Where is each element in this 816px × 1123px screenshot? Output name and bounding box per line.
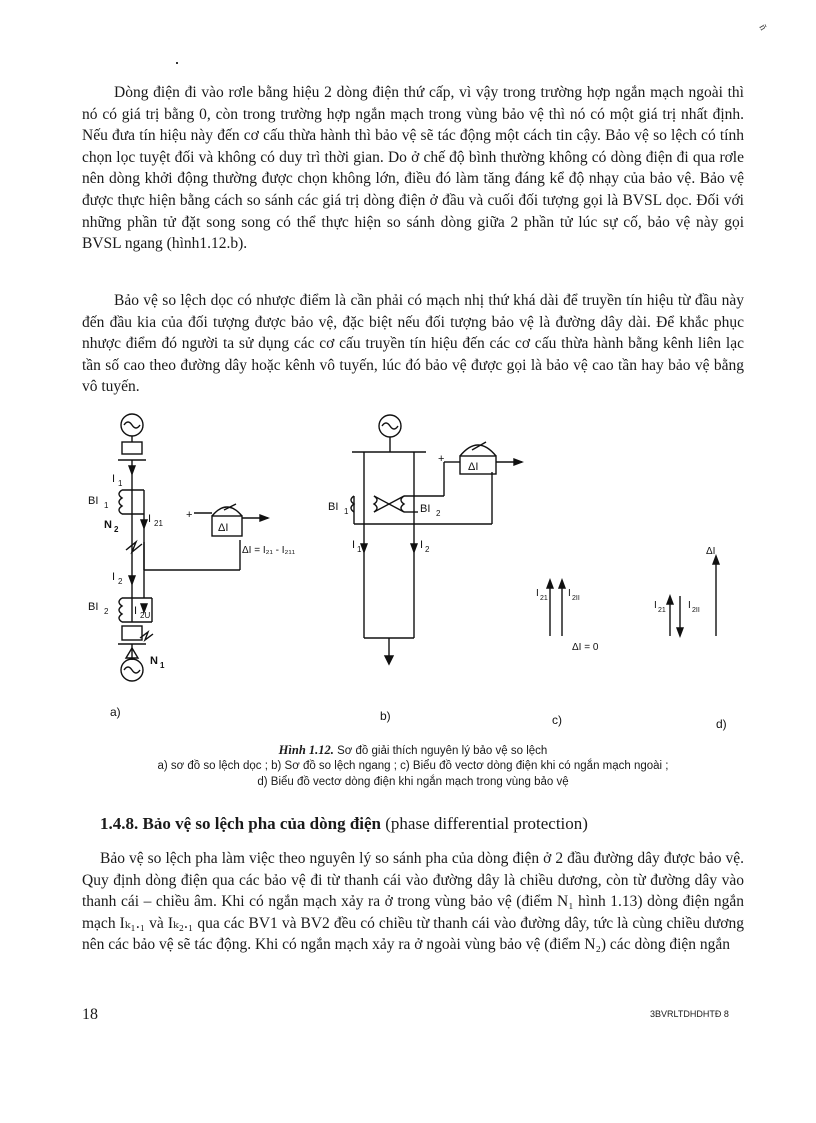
svg-text:2U: 2U	[140, 611, 151, 620]
caption-line-3: d) Biểu đồ vectơ dòng điện khi ngắn mạch trong vùng bảo vệ	[257, 776, 569, 788]
panel-label-c: c)	[552, 713, 562, 727]
paragraph-2: Bảo vệ so lệch dọc có nhược điểm là cần phải có mạch nhị thứ khá dài để truyền tín hiệu từ đầu này đến đầu kia của đối tượng được bảo vệ, đặc biệt nếu đối tượng bảo vệ là đường dây dài. Để khắc phục nhược điểm đó người ta sử dụng các cơ cấu truyền tín hiệu đến các cơ cấu thừa hành bằng kênh liên lạc tần số cao theo đường dây hoặc kênh vô tuyến, lúc đó bảo vệ được gọi là bảo vệ cao tần hay bảo vệ bằng vô tuyến.	[82, 292, 744, 396]
section-english: (phase differential protection)	[381, 814, 588, 833]
label-n1: N	[150, 655, 158, 667]
label-d-delta: ΔI	[706, 546, 716, 557]
label-c-i21: I	[536, 588, 539, 599]
figure-caption	[82, 743, 744, 759]
svg-text:1: 1	[160, 661, 165, 670]
svg-text:1: 1	[118, 479, 123, 488]
panel-label-b: b)	[380, 709, 391, 723]
svg-text:2: 2	[118, 577, 123, 586]
diagram-d	[667, 556, 719, 636]
label-bi1: BI	[88, 495, 99, 507]
svg-text:1: 1	[357, 545, 362, 554]
caption-label: Hình 1.12.	[278, 743, 334, 757]
svg-text:2: 2	[114, 525, 119, 534]
svg-text:21: 21	[540, 595, 548, 602]
svg-text:2: 2	[104, 607, 109, 616]
label-b-bi1: BI	[328, 501, 339, 513]
svg-text:1: 1	[344, 507, 349, 516]
label-plus-b: +	[438, 453, 445, 465]
section-title: 1.4.8. Bảo vệ so lệch pha của dòng điện	[100, 814, 382, 833]
label-delta-i-b: ΔI	[468, 461, 479, 473]
label-d-i21: I	[654, 600, 657, 611]
figure-1-12	[82, 412, 748, 732]
panel-label-d: d)	[716, 717, 727, 731]
label-i1: I	[112, 473, 116, 485]
label-i21: I	[148, 513, 152, 525]
label-c-i2ii: I	[568, 588, 571, 599]
caption-line-2: a) sơ đồ so lệch dọc ; b) Sơ đồ so lệch ngang ; c) Biểu đồ vectơ dòng điện khi có ngắn mạch ngoài ;	[157, 760, 669, 772]
paragraph-1: Dòng điện đi vào rơle bằng hiệu 2 dòng điện thứ cấp, vì vậy trong trường hợp ngắn mạch ngoài thì nó có giá trị bằng 0, còn trong trường hợp ngắn mạch trong vùng bảo vệ thì nó có một giá trị nhất định. Nếu đưa tín hiệu này đến cơ cấu thừa hành thì bảo vệ sẽ tác động một cách tin cậy. Bảo vệ so lệch có tính chọn lọc tuyệt đối và không có duy trì thời gian. Do ở chế độ bình thường không có dòng điện đi qua rơle nên dòng khởi động thường được chọn không lớn, điều đó làm tăng đáng kể độ nhạy của bảo vệ. Bảo vệ được thực hiện bằng cách so sánh các giá trị dòng điện ở đầu và cuối đối tượng gọi là BVSL dọc. Đối với những phần tử đặt song song có thể thực hiện so sánh dòng giữa 2 phần tử lúc sự cố, bảo vệ này gọi BVSL ngang (hình1.12.b).	[82, 84, 744, 253]
svg-text:2II: 2II	[692, 607, 700, 614]
footer-code: 3BVRLTDHDHTĐ 8	[650, 1009, 729, 1019]
label-i2: I	[112, 571, 116, 583]
label-d-i2ii: I	[688, 600, 691, 611]
diagram-c	[547, 580, 565, 636]
caption-title: Sơ đồ giải thích nguyên lý bảo vệ so lệch	[333, 745, 548, 757]
diagram-c-labels	[536, 588, 599, 653]
svg-text:21: 21	[154, 519, 163, 528]
label-b-bi2: BI	[420, 503, 431, 515]
stray-dot	[176, 62, 178, 64]
corner-mark: ñ	[756, 22, 769, 33]
panel-labels	[110, 705, 727, 731]
diagram-d-labels	[654, 546, 715, 614]
label-plus: +	[186, 509, 193, 521]
svg-text:21: 21	[658, 607, 666, 614]
label-c-delta-zero: ΔI = 0	[572, 642, 599, 653]
label-i2u: I	[134, 605, 138, 617]
label-delta-i-a: ΔI	[218, 522, 229, 534]
svg-text:2II: 2II	[572, 595, 580, 602]
svg-text:1: 1	[104, 501, 109, 510]
label-n2: N	[104, 519, 112, 531]
diagram-b	[351, 415, 522, 664]
label-bi2: BI	[88, 601, 99, 613]
label-b-i2: I	[420, 539, 424, 551]
page-number: 18	[82, 1006, 98, 1023]
section-heading	[100, 814, 588, 834]
section-paragraph: Bảo vệ so lệch pha làm việc theo nguyên lý so sánh pha của dòng điện ở 2 đầu đường dây được bảo vệ. Quy định dòng điện qua các bảo vệ đi từ thanh cái vào đường dây là chiều dương, còn từ đường dây vào thanh cái – chiều âm. Khi có ngắn mạch xảy ra ở trong vùng bảo vệ (điểm N₁ hình 1.13) dòng điện ngắn mạch Iₖ₁.₁ và Iₖ₂.₁ qua các BV1 và BV2 đều có chiều từ thanh cái vào đường dây, tức là cùng chiều dương nên các bảo vệ sẽ tác động. Khi có ngắn mạch xảy ra ở ngoài vùng bảo vệ (điểm N₂) các dòng điện ngắn	[82, 850, 744, 954]
label-formula: ΔI = I₂₁ - I₂₁₁	[242, 545, 296, 556]
panel-label-a: a)	[110, 705, 121, 719]
label-b-i1: I	[352, 539, 356, 551]
svg-text:2: 2	[425, 545, 430, 554]
svg-text:2: 2	[436, 509, 441, 518]
